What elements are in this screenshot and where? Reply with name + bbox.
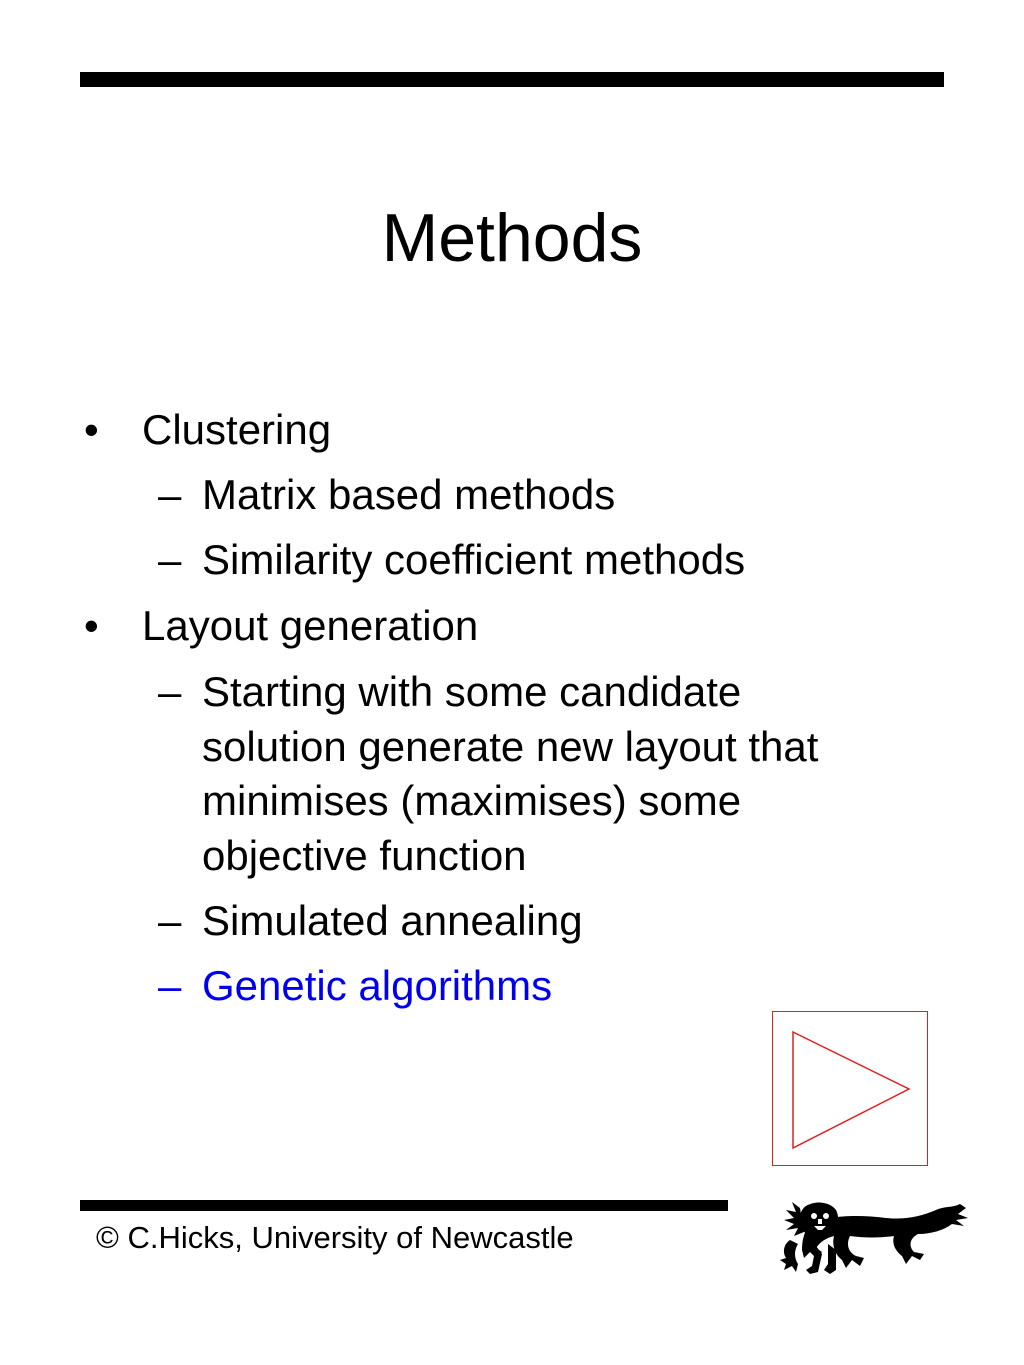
bullet-text-line: Starting with some candidate — [202, 668, 742, 715]
sub-bullet-item — [158, 533, 746, 588]
dash-marker: – — [158, 668, 182, 715]
bullet-text: Clustering — [142, 406, 332, 453]
bullet-text: Genetic algorithms — [202, 962, 553, 1009]
play-triangle-icon — [773, 1012, 929, 1167]
bullet-marker: • — [84, 602, 99, 649]
bullet-marker: • — [84, 406, 99, 453]
dash-marker: – — [158, 536, 182, 583]
sub-bullet-item — [158, 468, 616, 523]
bullet-text: Similarity coefficient methods — [202, 536, 746, 583]
sub-bullet-item-highlighted — [158, 959, 553, 1014]
bullet-text-line: objective function — [202, 831, 527, 879]
bullet-text: Layout generation — [142, 602, 479, 649]
footer-copyright: © C.Hicks, University of Newcastle — [96, 1220, 574, 1255]
bottom-divider — [80, 1200, 728, 1211]
dash-marker: – — [158, 471, 182, 518]
bullet-text-line: solution generate new layout that — [202, 722, 819, 770]
next-slide-button[interactable] — [772, 1011, 928, 1166]
bullet-text-line: minimises (maximises) some — [202, 777, 742, 824]
bullet-text: Simulated annealing — [202, 897, 583, 944]
bullet-item — [84, 599, 479, 654]
heraldic-lions-icon — [776, 1194, 972, 1276]
dash-marker: – — [158, 962, 182, 1009]
slide-title: Methods — [381, 200, 643, 276]
dash-marker: – — [158, 897, 182, 944]
sub-bullet-item — [158, 894, 583, 949]
bullet-item — [84, 403, 332, 458]
bullet-text: Matrix based methods — [202, 471, 616, 518]
sub-bullet-item — [158, 665, 819, 883]
